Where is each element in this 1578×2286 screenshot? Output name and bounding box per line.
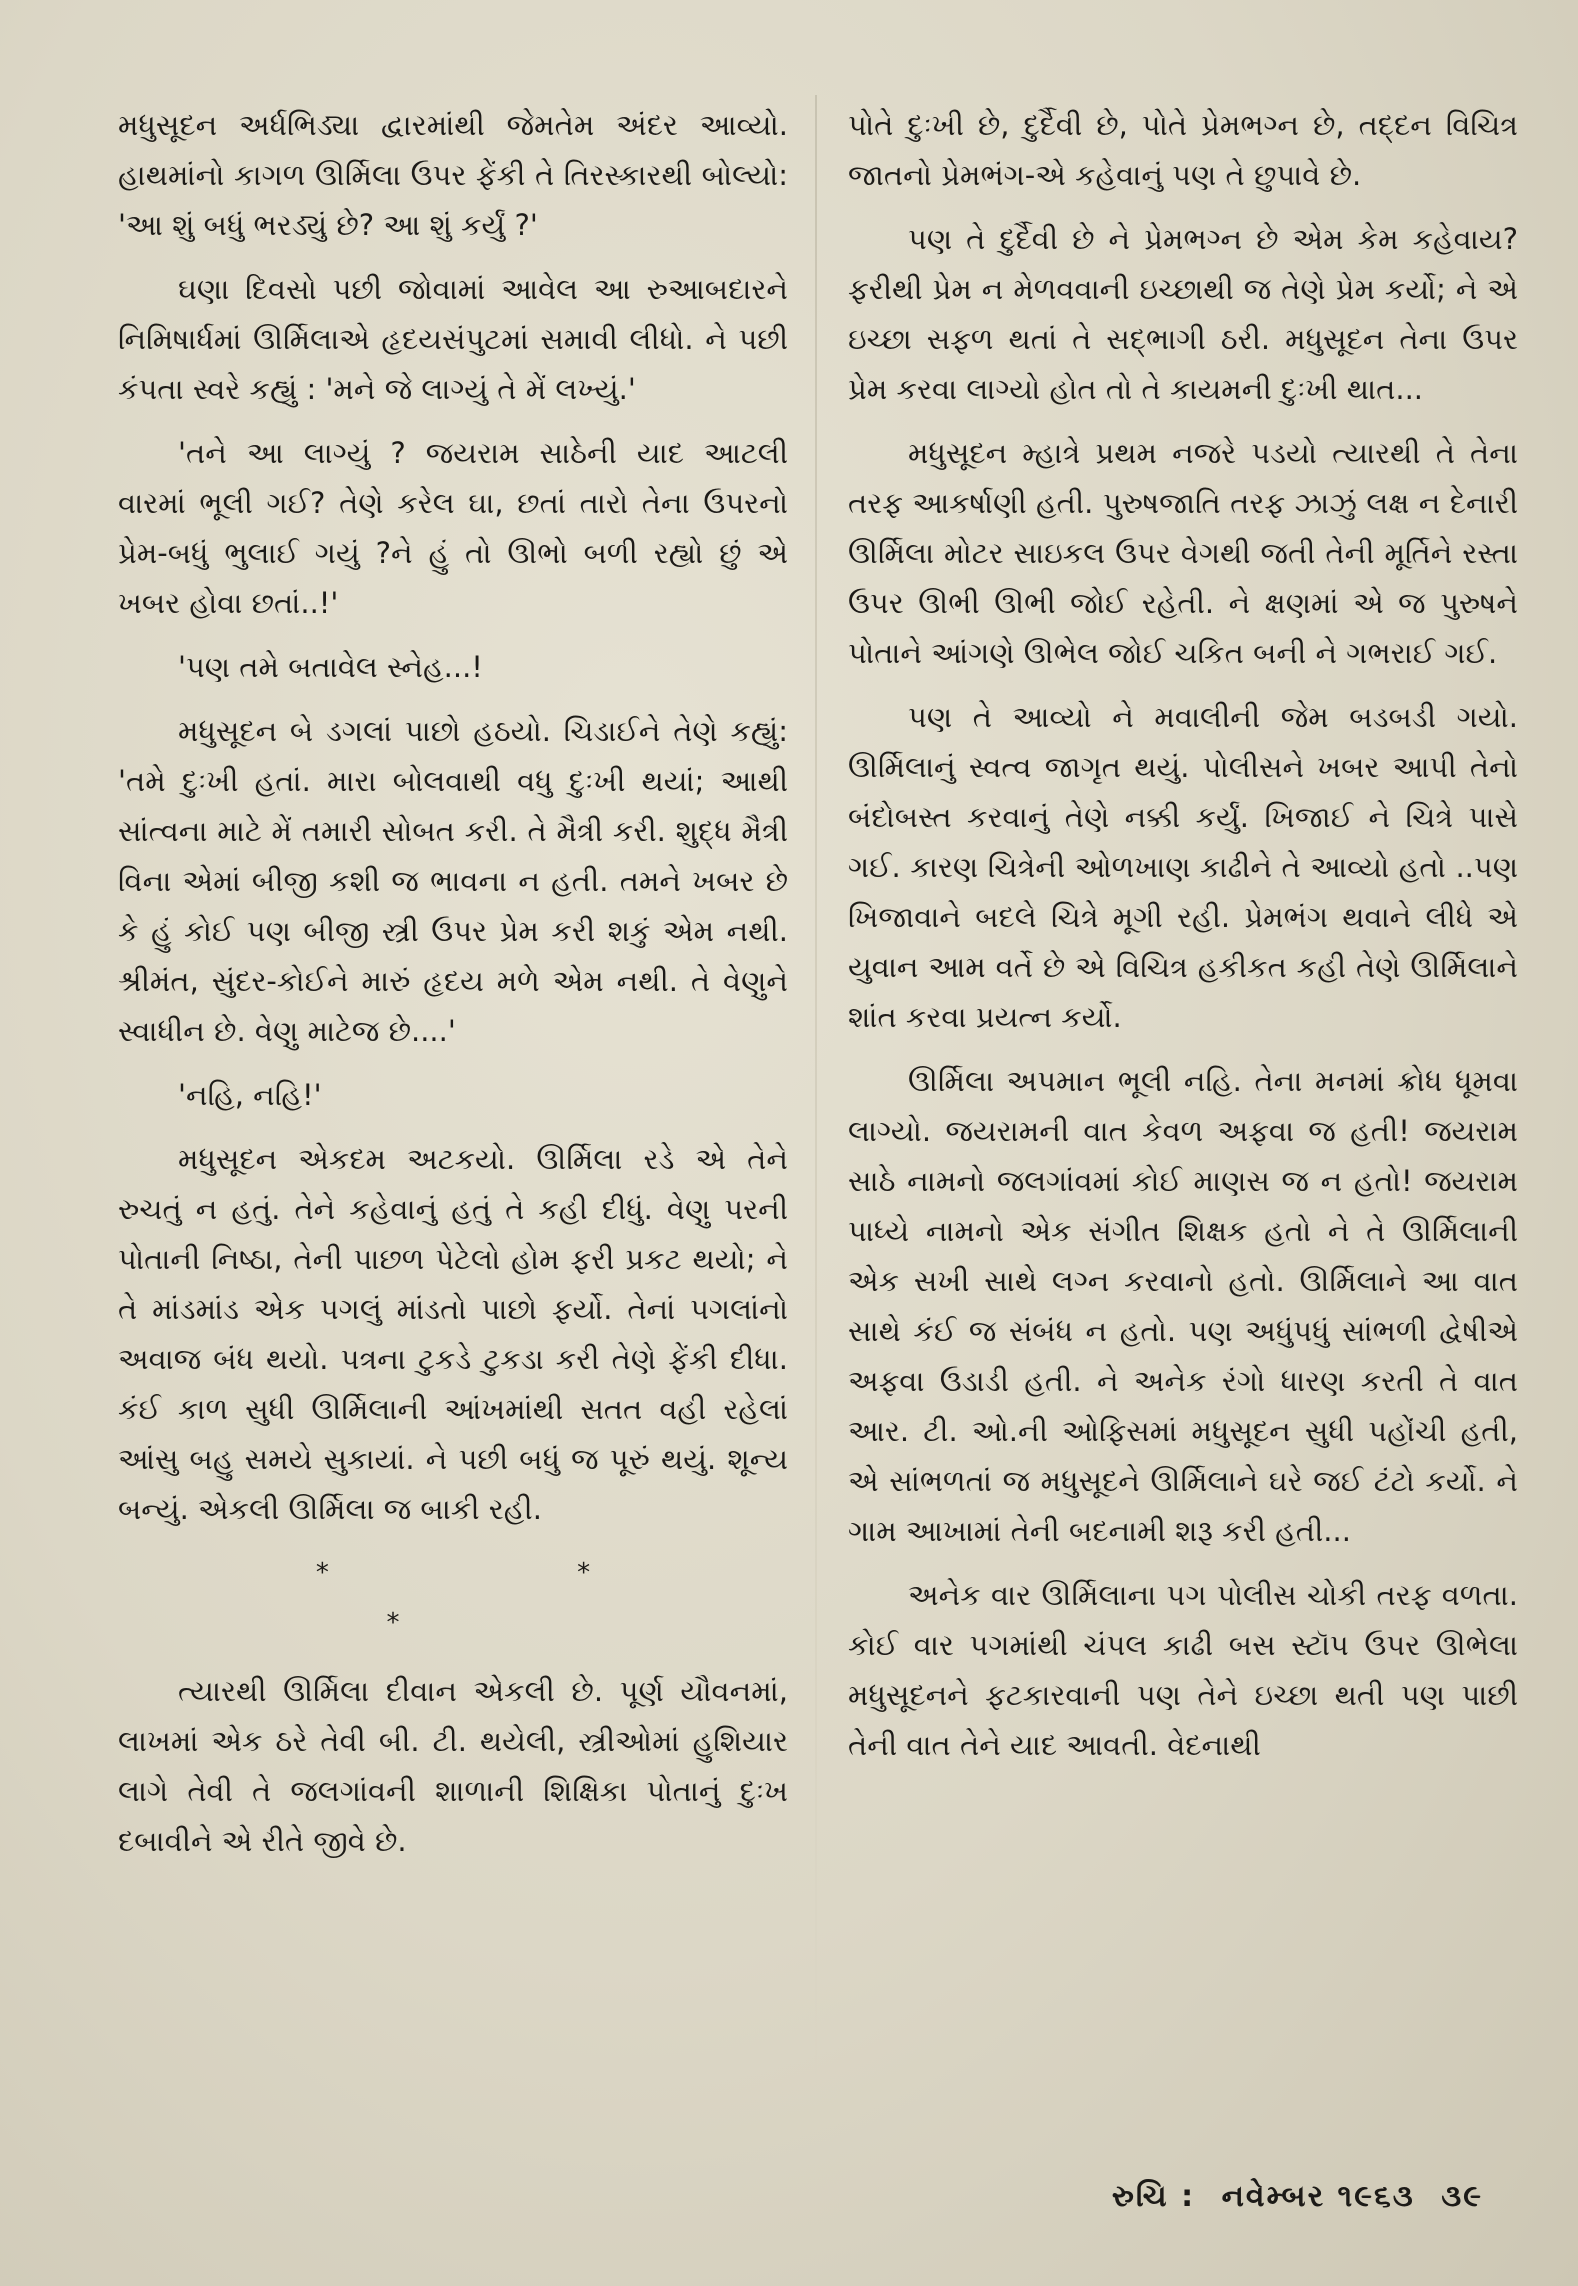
magazine-name: રુચિ : [1111,2179,1196,2214]
right-column [848,100,1518,1784]
paragraph: ઘણા દિવસો પછી જોવામાં આવેલ આ રુઆબદારને નિમિષાર્ધમાં ઊર્મિલાએ હૃદયસંપુટમાં સમાવી લીધો. ને પછી કંપતા સ્વરે કહ્યું : 'મને જે લાગ્યું તે મેં લખ્યું.' [118,272,788,406]
paragraph: 'તને આ લાગ્યું ? જયરામ સાઠેની યાદ આટલી વારમાં ભૂલી ગઈ? તેણે કરેલ ઘા, છતાં તારો તેના ઉપરનો પ્રેમ-બધું ભુલાઈ ગયું ?ને હું તો ઊભો બળી રહ્યો છું એ ખબર હોવા છતાં..!' [118,436,788,620]
paragraph: પણ તે આવ્યો ને મવાલીની જેમ બડબડી ગયો. ઊર્મિલાનું સ્વત્વ જાગૃત થયું. પોલીસને ખબર આપી તેનો બંદોબસ્ત કરવાનું તેણે નક્કી કર્યું. ખિજાઈ ને ચિત્રે પાસે ગઈ. કારણ ચિત્રેની ઓળખાણ કાઢીને તે આવ્યો હતો ..પણ ખિજાવાને બદલે ચિત્રે મૂગી રહી. પ્રેમભંગ થવાને લીધે એ યુવાન આમ વર્તે છે એ વિચિત્ર હકીકત કહી તેણે ઊર્મિલાને શાંત કરવા પ્રયત્ન કર્યો. [848,700,1518,1034]
section-break: * * * [315,1558,711,1638]
left-column [118,100,788,1880]
paragraph: પણ તે દુર્દૈવી છે ને પ્રેમભગ્ન છે એમ કેમ કહેવાય? ફરીથી પ્રેમ ન મેળવવાની ઇચ્છાથી જ તેણે પ્રેમ કર્યો; ને એ ઇચ્છા સફળ થતાં તે સદ્ભાગી ઠરી. મધુસૂદન તેના ઉપર પ્રેમ કરવા લાગ્યો હોત તો તે કાયમની દુઃખી થાત... [848,222,1518,406]
issue-date: નવેમ્બર ૧૯૬૩ [1221,2179,1415,2214]
paragraph: મધુસૂદન અર્ધભિડ્યા દ્વારમાંથી જેમતેમ અંદર આવ્યો. હાથમાંનો કાગળ ઊર્મિલા ઉપર ફેંકી તે તિરસ્કારથી બોલ્યો: 'આ શું બધું ભરડ્યું છે? આ શું કર્યું ?' [118,108,788,242]
paragraph: મધુસૂદન બે ડગલાં પાછો હઠયો. ચિડાઈને તેણે કહ્યું: 'તમે દુઃખી હતાં. મારા બોલવાથી વધુ દુઃખી થયાં; આથી સાંત્વના માટે મેં તમારી સોબત કરી. તે મૈત્રી કરી. શુદ્ધ મૈત્રી વિના એમાં બીજી કશી જ ભાવના ન હતી. તમને ખબર છે કે હું કોઈ પણ બીજી સ્ત્રી ઉપર પ્રેમ કરી શકું એમ નથી. શ્રીમંત, સુંદર-કોઈને મારું હૃદય મળે એમ નથી. તે વેણુને સ્વાધીન છે. વેણુ માટેજ છે....' [118,714,788,1048]
paragraph: મધુસૂદન એકદમ અટકયો. ઊર્મિલા રડે એ તેને રુચતું ન હતું. તેને કહેવાનું હતું તે કહી દીધું. વેણુ પરની પોતાની નિષ્ઠા, તેની પાછળ પેટેલો હોમ ફરી પ્રકટ થયો; ને તે માંડમાંડ એક પગલું માંડતો પાછો ફર્યો. તેનાં પગલાંનો અવાજ બંધ થયો. પત્રના ટુકડે ટુકડા કરી તેણે ફેંકી દીધા. કંઈ કાળ સુધી ઊર્મિલાની આંખમાંથી સતત વહી રહેલાં આંસુ બહુ સમયે સુકાયાં. ને પછી બધું જ પૂરું થયું. શૂન્ય બન્યું. એકલી ઊર્મિલા જ બાકી રહી. [118,1142,788,1526]
paragraph: અનેક વાર ઊર્મિલાના પગ પોલીસ ચોકી તરફ વળતા. કોઈ વાર પગમાંથી ચંપલ કાઢી બસ સ્ટૉપ ઉપર ઊભેલા મધુસૂદનને ફટકારવાની પણ તેને ઇચ્છા થતી પણ પાછી તેની વાત તેને યાદ આવતી. વેદનાથી [848,1578,1518,1762]
page-number: ૩૯ [1441,2179,1483,2214]
paragraph: ઊર્મિલા અપમાન ભૂલી નહિ. તેના મનમાં ક્રોધ ધૂમવા લાગ્યો. જયરામની વાત કેવળ અફવા જ હતી! જયરામ સાઠે નામનો જલગાંવમાં કોઈ માણસ જ ન હતો! જયરામ પાધ્યે નામનો એક સંગીત શિક્ષક હતો ને તે ઊર્મિલાની એક સખી સાથે લગ્ન કરવાનો હતો. ઊર્મિલાને આ વાત સાથે કંઈ જ સંબંધ ન હતો. પણ અધુંપધું સાંભળી દ્વેષીએ અફવા ઉડાડી હતી. ને અનેક રંગો ધારણ કરતી તે વાત આર. ટી. ઓ.ની ઓફિસમાં મધુસૂદન સુધી પહોંચી હતી, એ સાંભળતાં જ મધુસૂદને ઊર્મિલાને ઘરે જઈ ટંટો કર્યો. ને ગામ આખામાં તેની બદનામી શરૂ કરી હતી... [848,1064,1518,1548]
paragraph: પોતે દુઃખી છે, દુર્દૈવી છે, પોતે પ્રેમભગ્ન છે, તદ્દન વિચિત્ર જાતનો પ્રેમભંગ-એ કહેવાનું પણ તે છુપાવે છે. [848,108,1518,192]
paragraph: ત્યારથી ઊર્મિલા દીવાન એકલી છે. પૂર્ણ યૌવનમાં, લાખમાં એક ઠરે તેવી બી. ટી. થયેલી, સ્ત્રીઓમાં હુશિયાર લાગે તેવી તે જલગાંવની શાળાની શિક્ષિકા પોતાનું દુઃખ દબાવીને એ રીતે જીવે છે. [118,1674,788,1858]
paragraph: 'પણ તમે બતાવેલ સ્નેહ...! [178,650,483,684]
column-divider [815,95,817,2095]
paragraph: 'નહિ, નહિ!' [178,1078,322,1112]
paragraph: મધુસૂદન મ્હાત્રે પ્રથમ નજરે પડયો ત્યારથી તે તેના તરફ આકર્ષાણી હતી. પુરુષજાતિ તરફ ઝાઝું લક્ષ ન દેનારી ઊર્મિલા મોટર સાઇકલ ઉપર વેગથી જતી તેની મૂર્તિને રસ્તા ઉપર ઊભી ઊભી જોઈ રહેતી. ને ક્ષણમાં એ જ પુરુષને પોતાને આંગણે ઊભેલ જોઈ ચકિત બની ને ગભરાઈ ગઈ. [848,436,1518,670]
page-footer [1098,2179,1483,2214]
